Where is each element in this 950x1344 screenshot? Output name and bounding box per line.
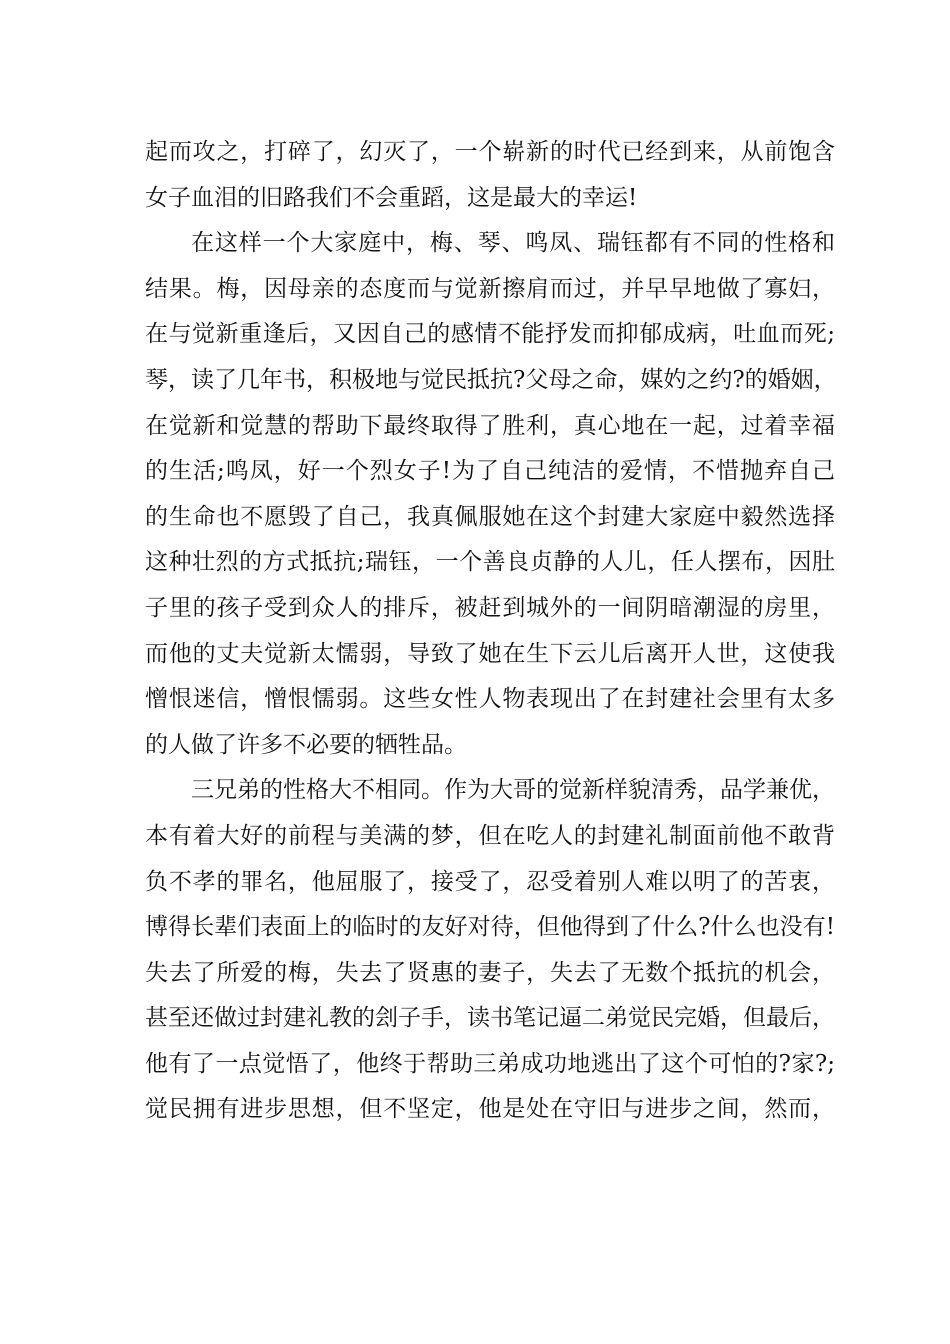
paragraph-first-line: 三兄弟的性格大不相同。作为大哥的觉新样貌清秀，品学兼优，	[191, 777, 835, 804]
text-line: 子里的孩子受到众人的排斥，被赶到城外的一间阴暗潮湿的房里，	[145, 594, 835, 621]
text-line: 而他的丈夫觉新太懦弱，导致了她在生下云儿后离开人世，这使我	[145, 640, 835, 667]
text-line: 他有了一点觉悟了，他终于帮助三弟成功地逃出了这个可怕的?家?;	[145, 1050, 835, 1077]
text-line: 的人做了许多不必要的牺牲品。	[145, 731, 467, 758]
text-line: 起而攻之，打碎了，幻灭了，一个崭新的时代已经到来，从前饱含	[145, 139, 835, 165]
text-line: 的生活;鸣凤，好一个烈女子!为了自己纯洁的爱情，不惜抛弃自己	[145, 458, 835, 485]
text-line: 本有着大好的前程与美满的梦，但在吃人的封建礼制面前他不敢背	[145, 822, 835, 849]
text-line: 博得长辈们表面上的临时的友好对待，但他得到了什么?什么也没有!	[145, 914, 835, 941]
text-line: 失去了所爱的梅，失去了贤惠的妻子，失去了无数个抵抗的机会，	[145, 959, 835, 986]
text-line: 负不孝的罪名，他屈服了，接受了，忍受着别人难以明了的苦衷，	[145, 868, 835, 895]
text-line: 甚至还做过封建礼教的刽子手，读书笔记逼二弟觉民完婚，但最后，	[145, 1005, 835, 1032]
body-text	[145, 130, 835, 1133]
paragraph-first-line: 在这样一个大家庭中，梅、琴、鸣凤、瑞钰都有不同的性格和	[191, 230, 835, 257]
text-line: 结果。梅，因母亲的态度而与觉新擦肩而过，并早早地做了寡妇，	[145, 275, 835, 302]
text-line: 在觉新和觉慧的帮助下最终取得了胜利，真心地在一起，过着幸福	[145, 412, 835, 439]
text-line: 在与觉新重逢后，又因自己的感情不能抒发而抑郁成病，吐血而死;	[145, 321, 835, 348]
text-line: 这种壮烈的方式抵抗;瑞钰，一个善良贞静的人儿，任人摆布，因肚	[145, 549, 835, 576]
text-line: 女子血泪的旧路我们不会重蹈，这是最大的幸运!	[145, 184, 638, 211]
text-line: 觉民拥有进步思想，但不坚定，他是处在守旧与进步之间，然而，	[145, 1096, 835, 1123]
text-line: 憎恨迷信，憎恨懦弱。这些女性人物表现出了在封建社会里有太多	[145, 686, 835, 713]
text-line: 的生命也不愿毁了自己，我真佩服她在这个封建大家庭中毅然选择	[145, 503, 835, 530]
text-line: 琴，读了几年书，积极地与觉民抵抗?父母之命，媒妁之约?的婚姻，	[145, 366, 837, 393]
